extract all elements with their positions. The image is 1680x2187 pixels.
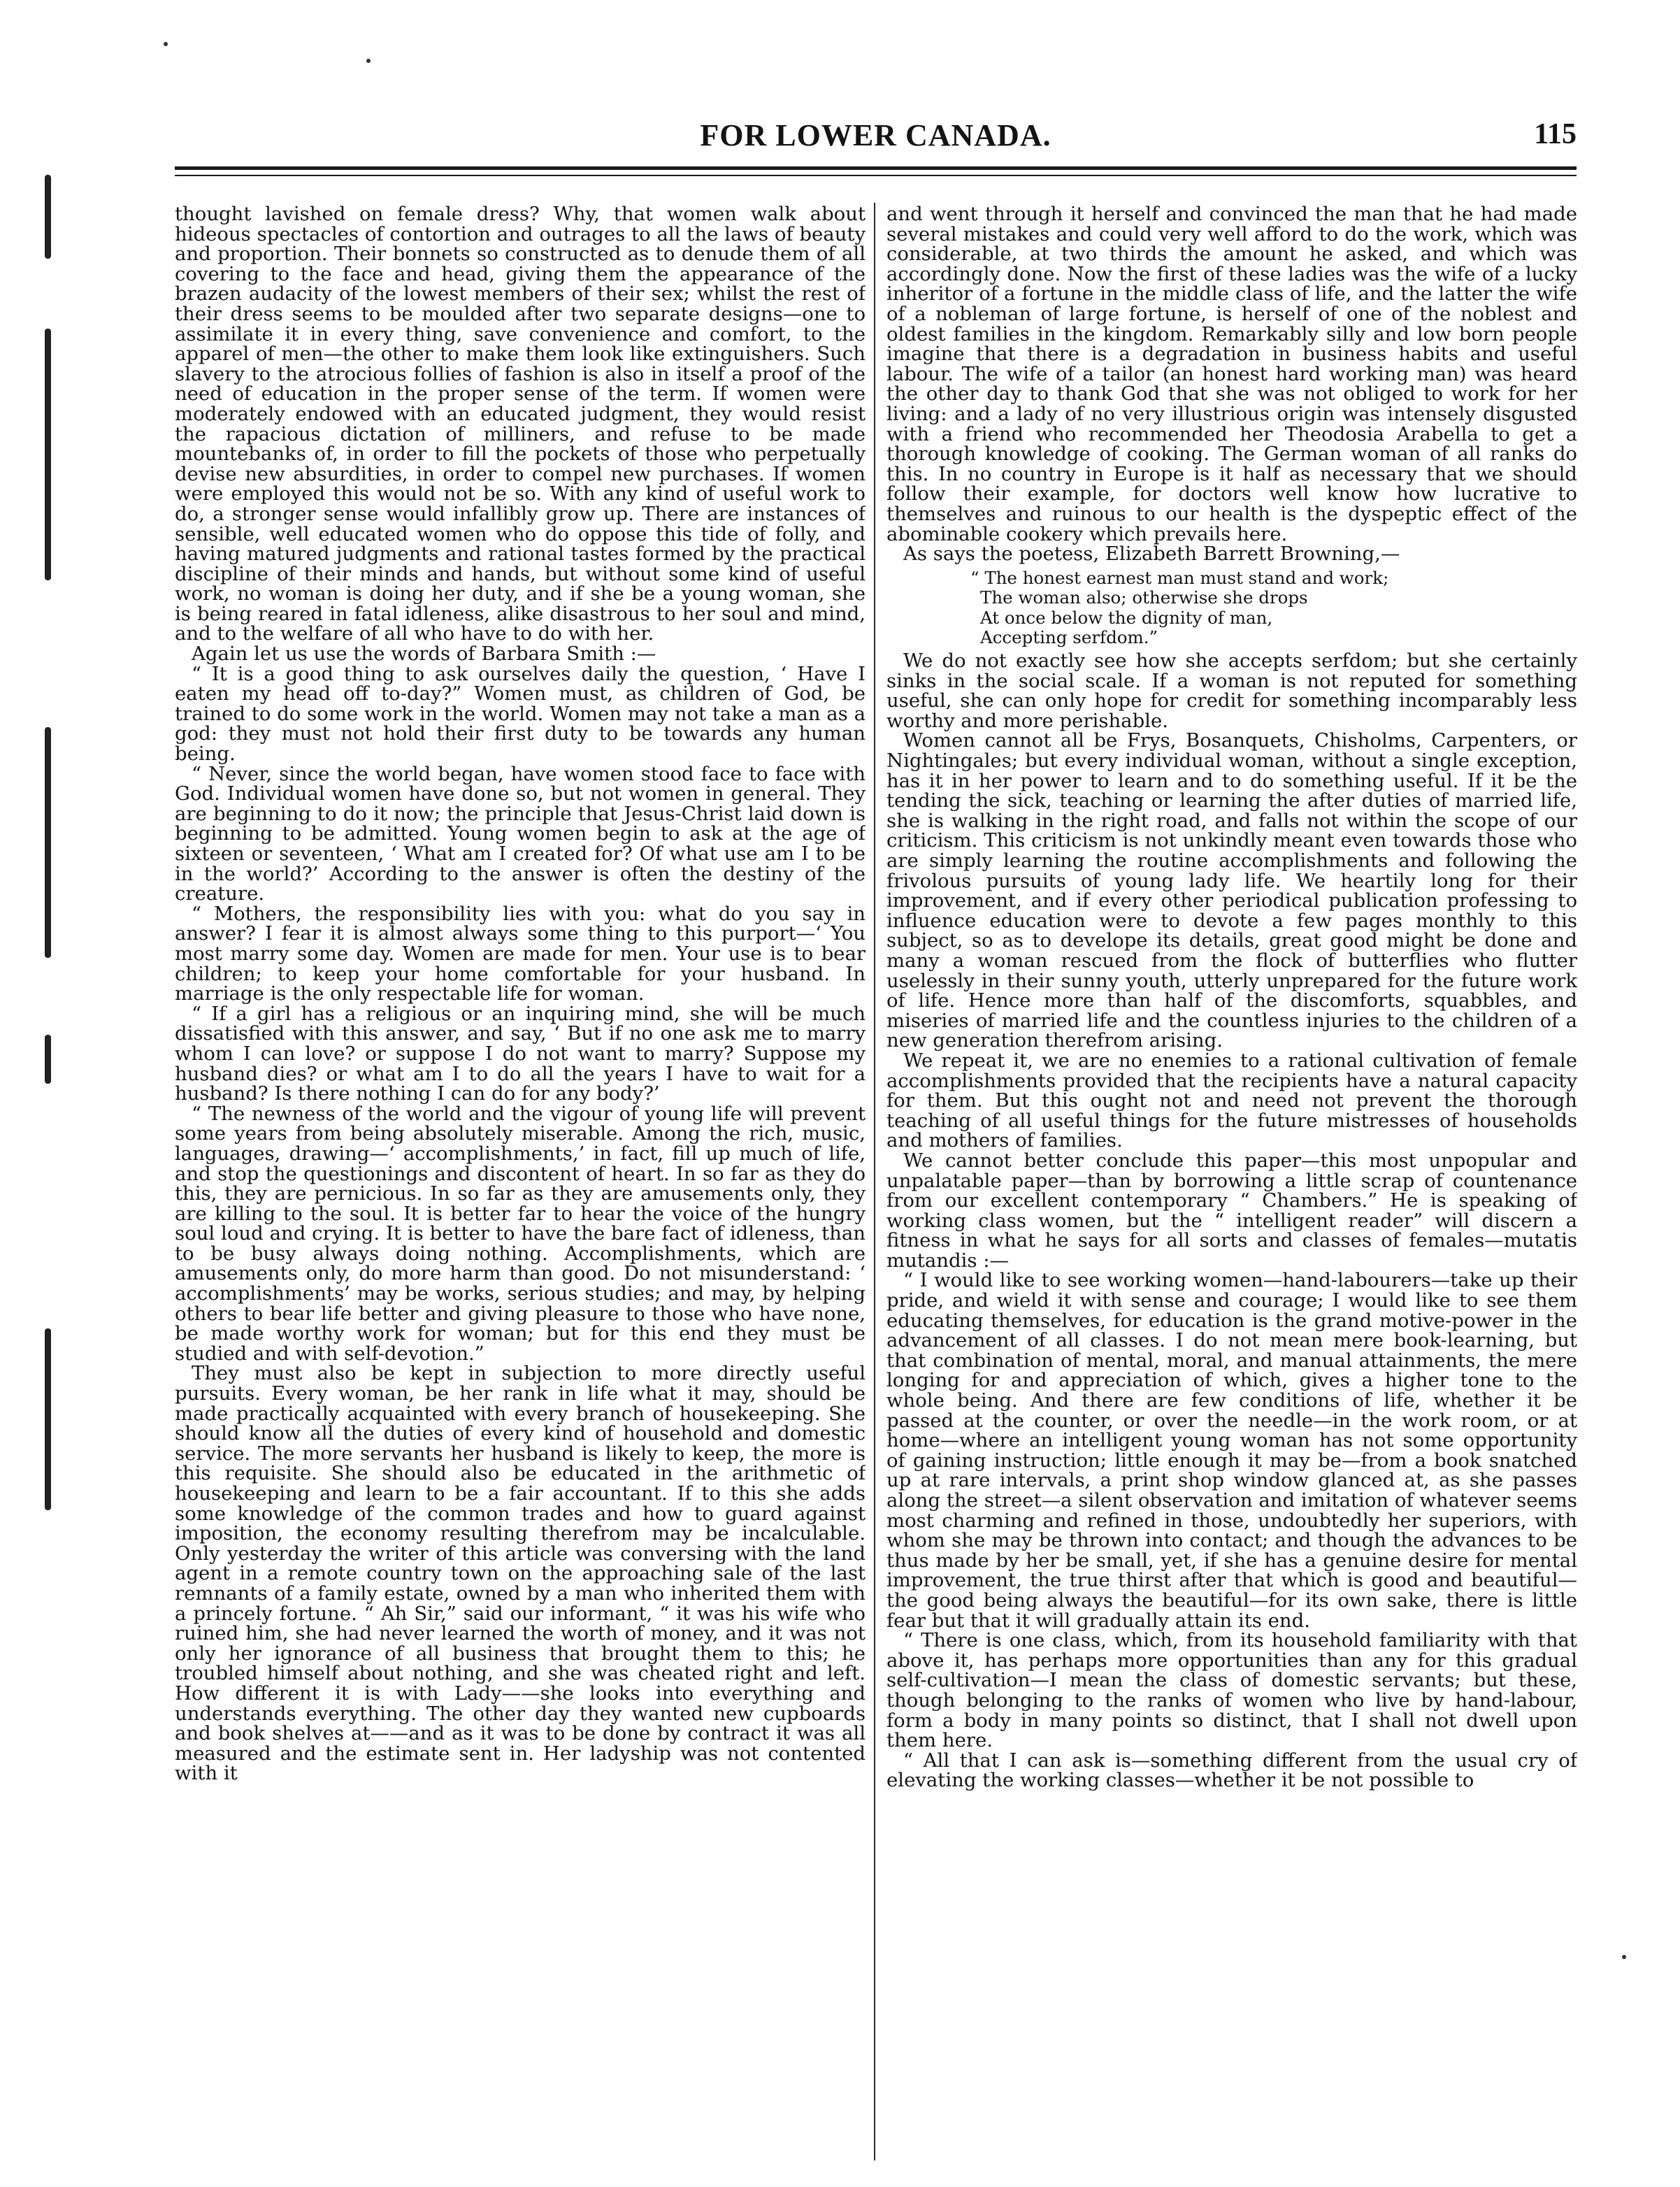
paragraph: We do not exactly see how she accepts serfdom; but she certainly sinks in the social scale. If a woman is not reputed for something useful, she can only hope for credit for something incomparably less worthy and more perishable. bbox=[886, 650, 1577, 732]
verse-line: “ The honest earnest man must stand and work; bbox=[970, 567, 1389, 588]
paragraph: We repeat it, we are no enemies to a rational cultivation of female accomplishments provided that the recipients have a natural capacity for them. But this ought not and need not prevent the thorough teaching of all useful things for the future mistresses of households and mothers of families. bbox=[886, 1049, 1577, 1152]
ink-speck bbox=[366, 59, 371, 63]
quote-paragraph: “ There is one class, which, from its household familiarity with that above it, has perhaps more opportunities than any for this gradual self-cultivation—I mean the class of domestic servants; but these, though belonging to the ranks of women who live by hand-labour, form a body in many points so distinct, that I shall not dwell upon them here. bbox=[886, 1629, 1577, 1752]
paragraph: and went through it herself and convinced the man that he had made several mistakes and could very well afford to do the work, which was considerable, at two thirds the amount he asked, and which was accordingly done. Now the first of these ladies was the wife of a lucky inheritor of a fortune in the middle class of life, and the latter the wife of a nobleman of large fortune, is herself of one of the noblest and oldest families in the kingdom. Remarkably silly and low born people imagine that there is a degradation in business habits and useful labour. The wife of a tailor (an honest hard working man) was heard the other day to thank God that she was not obliged to work for her living: and a lady of no very illustrious origin was intensely disgusted with a friend who recommended her Theodosia Arabella to get a thorough knowledge of cooking. The German woman of all ranks do this. In no country in Europe is it half as necessary that we should follow their example, for doctors well know how lucrative to themselves and ruinous to our health is the dyspeptic effect of the abominable cookery which prevails here. bbox=[886, 204, 1577, 545]
binding-mark bbox=[45, 1328, 51, 1510]
verse-line: Accepting serfdom.” bbox=[980, 627, 1158, 648]
verse-line: At once below the dignity of man, bbox=[980, 607, 1273, 628]
paragraph: They must also be kept in subjection to more directly useful pursuits. Every woman, be her rank in life what it may, should be made practically acquainted with every branch of housekeeping. She should know all the duties of every kind of household and domestic service. The more servants her husband is likely to keep, the more is this requisite. She should also be educated in the arithmetic of housekeeping and learn to be a fair accountant. If to this she adds some knowledge of the common trades and how to guard against imposition, the economy resulting therefrom may be incalculable. Only yesterday the writer of this article was conversing with the land agent in a remote country town on the approaching sale of the last remnants of a family estate, owned by a man who inherited them with a princely fortune. “ Ah Sir,” said our informant, “ it was his wife who ruined him, she had never learned the worth of money, and it was not only her ignorance of all business that brought them to this; he troubled himself about nothing, and she was cheated right and left. How different it is with Lady——she looks into everything and understands everything. The other day they wanted new cupboards and book shelves at——and as it was to be done by contract it was all measured and the estimate sent in. Her ladyship was not contented with it bbox=[175, 1362, 866, 1785]
paragraph: Women cannot all be Frys, Bosanquets, Chisholms, Carpenters, or Nightingales; but every individual woman, without a single exception, has it in her power to learn and to do something useful. If it be the tending the sick, teaching or learning the after duties of married life, she is walking in the right road, and falls not within the scope of our criticism. This criticism is not unkindly meant even towards those who are simply learning the routine accomplishments and following the frivolous pursuits of young lady life. We heartily long for their improvement, and if every other periodical publication professing to influence education were to devote a few pages monthly to this subject, so as to develope its details, great good might be done and many a woman rescued from the flock of butterflies who flutter uselessly in their sunny youth, utterly unprepared for the future work of life. Hence more than half of the discomforts, squabbles, and miseries of married life and the countless injuries to the children of a new generation therefrom arising. bbox=[886, 729, 1577, 1052]
paragraph: As says the poetess, Elizabeth Barrett Browning,— bbox=[903, 543, 1400, 566]
header-rule-thin bbox=[175, 175, 1577, 176]
binding-mark bbox=[45, 329, 51, 580]
paragraph: thought lavished on female dress? Why, that women walk about hideous spectacles of contortion and outrages to all the laws of beauty and proportion. Their bonnets so constructed as to denude them of all covering to the face and head, giving them the appearance of the brazen audacity of the lowest members of their sex; whilst the rest of their dress seems to be moulded after two separate designs—one to assimilate it in every thing, save convenience and comfort, to the apparel of men—the other to make them look like extinguishers. Such slavery to the atrocious follies of fashion is also in itself a proof of the need of education in the proper sense of the term. If women were moderately endowed with an educated judgment, they would resist the rapacious dictation of milliners, and refuse to be made mountebanks of, in order to fill the pockets of those who perpetually devise new absurdities, in order to compel new purchases. If women were employed this would not be so. With any kind of useful work to do, a stronger sense would infallibly grow up. There are instances of sensible, well educated women who do oppose this tide of folly, and having matured judgments and rational tastes formed by the practical discipline of their minds and hands, but without some kind of useful work, no woman is doing her duty, and if she be a young woman, she is being reared in fatal idleness, alike disastrous to her soul and mind, and to the welfare of all who have to do with her. bbox=[175, 204, 866, 645]
ink-speck bbox=[164, 42, 168, 46]
quote-paragraph: “ The newness of the world and the vigour of young life will prevent some years from being absolutely miserable. Among the rich, music, languages, drawing—‘ accomplishments,’ in fact, fill up much of life, and stop the questionings and discontent of heart. In so far as they do this, they are pernicious. In so far as they are amusements only, they are killing to the soul. It is better far to hear the voice of the hungry soul loud and crying. It is better to have the bare fact of idleness, than to be busy always doing nothing. Accomplishments, which are amusements only, do more harm than good. Do not misunderstand: ‘ accomplishments’ may be works, serious studies; and may, by helping others to bear life better and giving pleasure to those who have none, be made worthy work for woman; but for this end they must be studied and with self-devotion.” bbox=[175, 1102, 866, 1365]
quote-paragraph: “ It is a good thing to ask ourselves daily the question, ‘ Have I eaten my head off to-day?” Women must, as children of God, be trained to do some work in the world. Women may not take a man as a god: they must not hold their first duty to be towards any human being. bbox=[175, 662, 866, 766]
verse-line: The woman also; otherwise she drops bbox=[980, 587, 1308, 608]
binding-mark bbox=[45, 727, 51, 958]
verse-quotation bbox=[970, 568, 1577, 648]
page-number: 115 bbox=[1534, 118, 1577, 150]
ink-speck bbox=[1622, 1955, 1626, 1959]
quote-paragraph: “ All that I can ask is—something different from the usual cry of elevating the working classes—whether it be not possible to bbox=[886, 1749, 1577, 1792]
quote-paragraph: “ Mothers, the responsibility lies with you: what do you say in answer? I fear it is almost always some thing to this purport—‘ You most marry some day. Women are made for men. Your use is to bear children; to keep your home comfortable for your husband. In marriage is the only respectable life for woman. bbox=[175, 902, 866, 1005]
running-head: FOR LOWER CANADA. bbox=[700, 118, 1051, 152]
column-divider bbox=[874, 203, 875, 2160]
binding-mark bbox=[45, 1035, 51, 1084]
quote-paragraph: “ If a girl has a religious or an inquiring mind, she will be much dissatisfied with this answer, and say, ‘ But if no one ask me to marry whom I can love? or suppose I do not want to marry? Suppose my husband dies? or what am I to do all the years I have to wait for a husband? Is there nothing I can do for any body?’ bbox=[175, 1002, 866, 1105]
paragraph: We cannot better conclude this paper—this most unpopular and unpalatable paper—than by borrowing a little scrap of countenance from our excellent contemporary “ Chambers.” He is speaking of working class women, but the “ intelligent reader” will discern a fitness in what he says for all sorts and classes of females—mutatis mutandis :— bbox=[886, 1149, 1577, 1272]
page-header bbox=[175, 117, 1577, 159]
quote-paragraph: “ I would like to see working women—hand-labourers—take up their pride, and wield it with sense and courage; I would like to see them educating themselves, for education is the grand motive-power in the advancement of all classes. I do not mean mere book-learning, but that combination of mental, moral, and manual attainments, the mere longing for and appreciation of which, gives a higher tone to the whole being. And there are few conditions of life, whether it be passed at the counter, or over the needle—in the work room, or at home—where an intelligent young woman has not some opportunity of gaining instruction; little enough it may be—from a book snatched up at rare intervals, a print shop window glanced at, as she passes along the street—a silent observation and imitation of whatever seems most charming and refined in those, undoubtedly her superiors, with whom she may be thrown into contact; and though the advances to be thus made by her be small, yet, if she has a genuine desire for mental improvement, the true thirst after that which is good and beautiful—the good being always the beautiful—for its own sake, there is little fear but that it will gradually attain its end. bbox=[886, 1269, 1577, 1632]
left-column bbox=[175, 204, 866, 2169]
paragraph: Again let us use the words of Barbara Smith :— bbox=[192, 643, 656, 666]
right-column bbox=[886, 204, 1577, 2169]
binding-mark bbox=[45, 175, 51, 259]
quote-paragraph: “ Never, since the world began, have women stood face to face with God. Individual women have done so, but not women in general. They are beginning to do it now; the principle that Jesus-Christ laid down is beginning to be admitted. Young women begin to ask at the age of sixteen or seventeen, ‘ What am I created for? Of what use am I to be in the world?’ According to the answer is often the destiny of the creature. bbox=[175, 762, 866, 905]
header-rule-thick bbox=[175, 166, 1577, 170]
